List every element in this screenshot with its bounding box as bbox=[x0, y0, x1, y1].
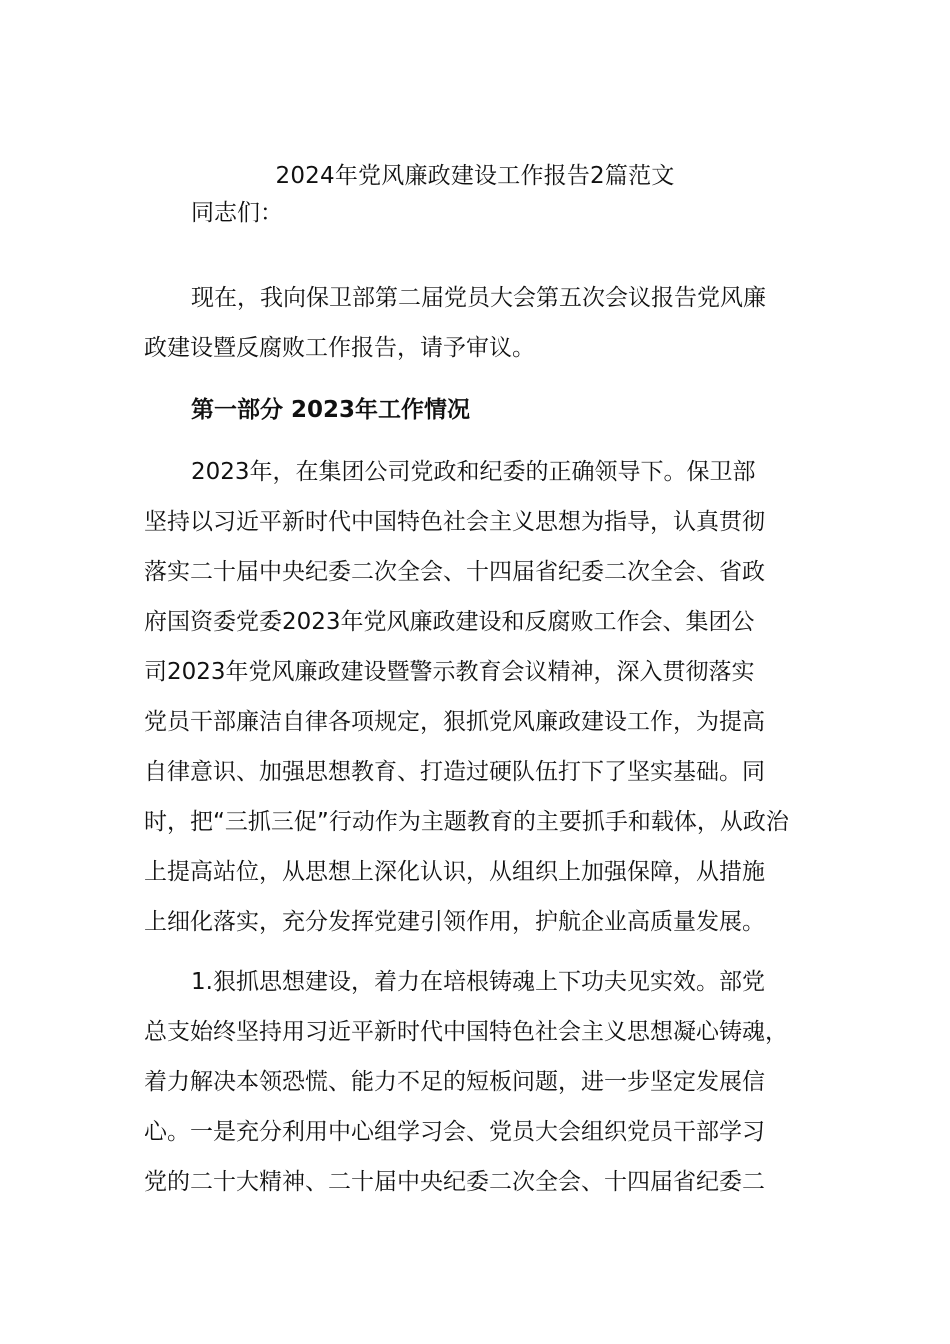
paragraph-line: 总支始终坚持用习近平新时代中国特色社会主义思想凝心铸魂， bbox=[144, 1019, 788, 1045]
paragraph-line: 上提高站位，从思想上深化认识，从组织上加强保障，从措施 bbox=[144, 859, 765, 885]
salutation-text: 同志们： bbox=[191, 200, 283, 226]
paragraph-line: 府国资委党委2023年党风廉政建设和反腐败工作会、集团公 bbox=[144, 609, 755, 635]
paragraph-line: 心。一是充分利用中心组学习会、党员大会组织党员干部学习 bbox=[144, 1119, 765, 1145]
paragraph-line: 司2023年党风廉政建设暨警示教育会议精神，深入贯彻落实 bbox=[144, 659, 755, 685]
paragraph-line: 现在，我向保卫部第二届党员大会第五次会议报告党风廉 bbox=[191, 285, 766, 311]
paragraph-work-summary bbox=[144, 447, 814, 947]
paragraph-line: 落实二十届中央纪委二次全会、十四届省纪委二次全会、省政 bbox=[144, 559, 765, 585]
paragraph-line: 1.狠抓思想建设，着力在培根铸魂上下功夫见实效。部党 bbox=[191, 969, 765, 995]
paragraph-line: 自律意识、加强思想教育、打造过硬队伍打下了坚实基础。同 bbox=[144, 759, 765, 785]
paragraph-line: 党的二十大精神、二十届中央纪委二次全会、十四届省纪委二 bbox=[144, 1169, 765, 1195]
paragraph-ideology bbox=[144, 957, 814, 1207]
paragraph-line: 坚持以习近平新时代中国特色社会主义思想为指导，认真贯彻 bbox=[144, 509, 765, 535]
paragraph-line: 时，把“三抓三促”行动作为主题教育的主要抓手和载体，从政治 bbox=[144, 809, 789, 835]
paragraph-line: 着力解决本领恐慌、能力不足的短板问题，进一步坚定发展信 bbox=[144, 1069, 765, 1095]
salutation bbox=[144, 188, 814, 238]
paragraph-line: 上细化落实，充分发挥党建引领作用，护航企业高质量发展。 bbox=[144, 909, 765, 935]
document-title: 2024年党风廉政建设工作报告2篇范文 bbox=[275, 163, 675, 189]
paragraph-line: 2023年，在集团公司党政和纪委的正确领导下。保卫部 bbox=[191, 459, 756, 485]
paragraph-line: 政建设暨反腐败工作报告，请予审议。 bbox=[144, 335, 535, 361]
paragraph-intro bbox=[144, 273, 814, 373]
section-heading-text: 第一部分 2023年工作情况 bbox=[191, 397, 471, 423]
section-heading bbox=[144, 385, 814, 435]
paragraph-line: 党员干部廉洁自律各项规定，狠抓党风廉政建设工作，为提高 bbox=[144, 709, 765, 735]
